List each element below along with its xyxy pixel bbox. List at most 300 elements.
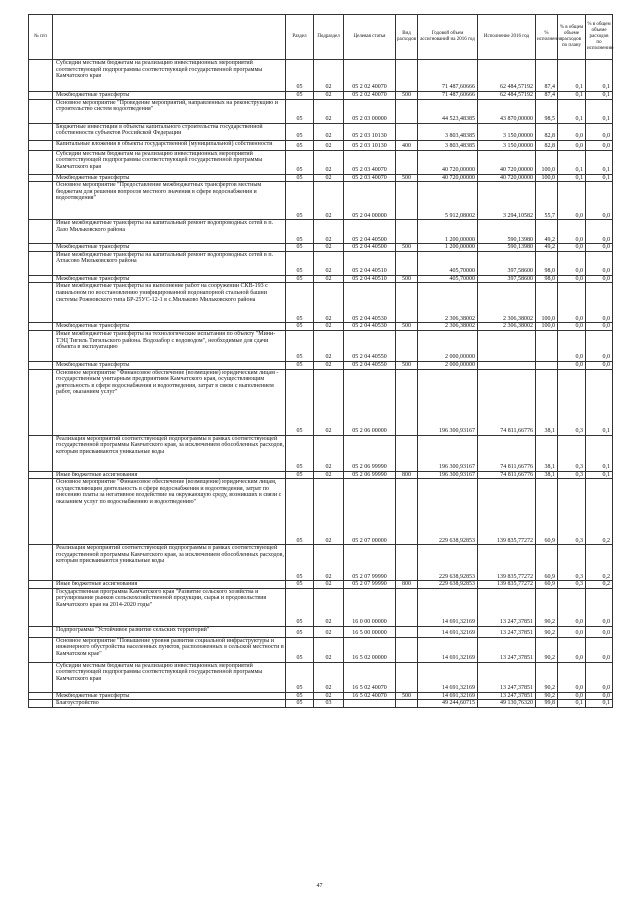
table-row: [29, 150, 613, 174]
cell-razdel: 05: [286, 626, 314, 637]
cell-share-fact: 0,0: [586, 244, 613, 252]
cell-num: [29, 60, 53, 92]
cell-razdel: 05: [286, 662, 314, 692]
cell-share-fact: 0,1: [586, 150, 613, 174]
cell-share-plan: 0,1: [558, 700, 586, 708]
cell-share-fact: 0,0: [586, 283, 613, 323]
cell-podrazdel: 02: [314, 692, 344, 700]
cell-expense-type: [396, 435, 418, 471]
cell-num: [29, 275, 53, 283]
cell-podrazdel: 02: [314, 182, 344, 220]
cell-share-plan: 0,1: [558, 60, 586, 92]
cell-expense-type: [396, 182, 418, 220]
table-row: [29, 323, 613, 331]
table-row: [29, 692, 613, 700]
table-row: [29, 140, 613, 150]
header-num: № п/п: [29, 15, 53, 60]
cell-share-plan: 0,0: [558, 251, 586, 275]
cell-name: Основное мероприятие "Предоставление межбюджетных трансфертов местным бюджетам для решения вопросов местного значения в сфере водоснабжения и водоотведения": [53, 182, 286, 220]
cell-share-fact: 0,0: [586, 123, 613, 140]
table-row: [29, 99, 613, 123]
cell-razdel: 05: [286, 244, 314, 252]
table-row: [29, 92, 613, 100]
header-share-fact: % в общем объеме расходов по исполнению: [586, 15, 613, 60]
cell-share-plan: 0,1: [558, 174, 586, 182]
cell-execution-percent: 60,9: [536, 479, 558, 545]
cell-target-article: 05 2 06 99990: [344, 435, 396, 471]
cell-execution-percent: 90,2: [536, 626, 558, 637]
cell-expense-type: [396, 220, 418, 244]
cell-num: [29, 545, 53, 581]
cell-execution-percent: 90,2: [536, 588, 558, 626]
cell-razdel: 05: [286, 479, 314, 545]
cell-target-article: 05 2 03 00000: [344, 99, 396, 123]
table-header-row: [29, 15, 613, 60]
cell-execution-percent: [536, 330, 558, 361]
table-row: [29, 435, 613, 471]
cell-razdel: 05: [286, 692, 314, 700]
cell-podrazdel: 03: [314, 700, 344, 708]
cell-execution-percent: 38,1: [536, 471, 558, 479]
cell-share-plan: 0,1: [558, 92, 586, 100]
cell-execution: 13 247,37851: [478, 588, 536, 626]
table-row: [29, 60, 613, 92]
cell-num: [29, 361, 53, 369]
cell-share-fact: 0,0: [586, 323, 613, 331]
table-row: [29, 545, 613, 581]
cell-share-plan: 0,0: [558, 626, 586, 637]
table-row: [29, 220, 613, 244]
cell-razdel: 05: [286, 700, 314, 708]
cell-num: [29, 244, 53, 252]
cell-target-article: 05 2 03 40070: [344, 174, 396, 182]
budget-execution-table: [28, 14, 613, 708]
cell-target-article: 05 2 03 10130: [344, 140, 396, 150]
cell-razdel: 05: [286, 220, 314, 244]
cell-share-fact: 0,1: [586, 369, 613, 435]
cell-execution: 40 720,00000: [478, 150, 536, 174]
cell-podrazdel: 02: [314, 99, 344, 123]
table-row: [29, 361, 613, 369]
table-row: [29, 182, 613, 220]
cell-execution: 74 811,66776: [478, 369, 536, 435]
cell-share-plan: 0,3: [558, 369, 586, 435]
cell-execution: 13 247,37851: [478, 662, 536, 692]
cell-annual-plan: 14 691,32169: [418, 662, 478, 692]
cell-name: Межбюджетные трансферты: [53, 275, 286, 283]
cell-name: Основное мероприятие "Проведение мероприятий, направленных на реконструкцию и строительство систем водоотведения": [53, 99, 286, 123]
cell-execution: 2 306,38002: [478, 283, 536, 323]
cell-execution-percent: 99,8: [536, 700, 558, 708]
cell-name: Иные межбюджетные трансферты на капитальный ремонт водопроводных сетей в п. Атласово Мильковского района: [53, 251, 286, 275]
cell-expense-type: 500: [396, 92, 418, 100]
cell-share-plan: 0,0: [558, 244, 586, 252]
cell-execution: 590,13980: [478, 220, 536, 244]
table-row: [29, 626, 613, 637]
cell-num: [29, 330, 53, 361]
header-execution-percent: % исполнения: [536, 15, 558, 60]
cell-razdel: 05: [286, 637, 314, 662]
cell-share-fact: 0,2: [586, 545, 613, 581]
cell-target-article: 05 2 07 99990: [344, 581, 396, 589]
cell-execution-percent: 87,4: [536, 92, 558, 100]
cell-execution: 2 306,38002: [478, 323, 536, 331]
cell-share-fact: 0,1: [586, 700, 613, 708]
cell-podrazdel: 02: [314, 60, 344, 92]
cell-podrazdel: 02: [314, 626, 344, 637]
cell-razdel: 05: [286, 92, 314, 100]
cell-target-article: 05 2 03 10130: [344, 123, 396, 140]
table-row: [29, 369, 613, 435]
table-row: [29, 588, 613, 626]
table-row: [29, 174, 613, 182]
table-row: [29, 283, 613, 323]
cell-execution-percent: 98,0: [536, 275, 558, 283]
table-row: [29, 275, 613, 283]
cell-execution: 3 294,10582: [478, 182, 536, 220]
cell-num: [29, 662, 53, 692]
cell-name: Реализация мероприятий соответствующей подпрограммы в рамках соответствующей государственной программы Камчатского края, за исключением обособленных расходов, которым присваиваются уникальные коды: [53, 545, 286, 581]
cell-podrazdel: 02: [314, 275, 344, 283]
cell-podrazdel: 02: [314, 123, 344, 140]
cell-num: [29, 182, 53, 220]
header-podrazdel: Подраздел: [314, 15, 344, 60]
cell-razdel: 05: [286, 330, 314, 361]
cell-execution: 49 130,76320: [478, 700, 536, 708]
cell-execution-percent: [536, 361, 558, 369]
cell-podrazdel: 02: [314, 150, 344, 174]
cell-name: Субсидии местным бюджетам на реализацию инвестиционных мероприятий соответствующей подпрограммы соответствующей государственной программы Камчатского края: [53, 60, 286, 92]
cell-annual-plan: 229 638,92853: [418, 479, 478, 545]
cell-expense-type: [396, 99, 418, 123]
cell-target-article: 05 2 06 99990: [344, 471, 396, 479]
cell-razdel: 05: [286, 361, 314, 369]
cell-execution: 590,13980: [478, 244, 536, 252]
cell-share-plan: 0,3: [558, 435, 586, 471]
page-number: 47: [316, 883, 323, 889]
cell-target-article: 05 2 04 40550: [344, 361, 396, 369]
cell-execution: [478, 361, 536, 369]
cell-execution: 62 484,57192: [478, 60, 536, 92]
cell-share-fact: 0,0: [586, 361, 613, 369]
cell-podrazdel: 02: [314, 244, 344, 252]
cell-share-plan: 0,0: [558, 637, 586, 662]
cell-share-fact: 0,0: [586, 692, 613, 700]
cell-share-plan: 0,0: [558, 361, 586, 369]
cell-target-article: 16 5 02 40070: [344, 692, 396, 700]
cell-podrazdel: 02: [314, 140, 344, 150]
cell-razdel: 05: [286, 588, 314, 626]
header-name: [53, 15, 286, 60]
cell-execution: 74 811,66776: [478, 435, 536, 471]
cell-share-fact: 0,0: [586, 588, 613, 626]
cell-target-article: 05 2 07 99990: [344, 545, 396, 581]
cell-share-fact: 0,1: [586, 99, 613, 123]
cell-execution-percent: 87,4: [536, 60, 558, 92]
cell-target-article: 05 2 06 00000: [344, 369, 396, 435]
cell-annual-plan: 14 691,32169: [418, 588, 478, 626]
cell-execution: 43 870,00000: [478, 99, 536, 123]
cell-target-article: 05 2 04 40550: [344, 330, 396, 361]
cell-share-fact: 0,2: [586, 581, 613, 589]
cell-podrazdel: 02: [314, 323, 344, 331]
cell-num: [29, 323, 53, 331]
cell-name: Основное мероприятие "Повышение уровня развития социальной инфраструктуры и инженерного обустройства населенных пунктов, расположенных в сельской местности в Камчатском крае": [53, 637, 286, 662]
cell-razdel: 05: [286, 275, 314, 283]
cell-share-plan: 0,1: [558, 99, 586, 123]
cell-share-plan: 0,0: [558, 330, 586, 361]
cell-num: [29, 435, 53, 471]
cell-annual-plan: 44 523,48385: [418, 99, 478, 123]
cell-expense-type: [396, 123, 418, 140]
cell-name: Реализация мероприятий соответствующей подпрограммы в рамках соответствующей государственной программы Камчатского края, за исключением обособленных расходов, которым присваиваются уникальные коды: [53, 435, 286, 471]
cell-share-plan: 0,0: [558, 323, 586, 331]
cell-execution: 397,58600: [478, 251, 536, 275]
cell-expense-type: 500: [396, 275, 418, 283]
cell-execution: 139 835,77272: [478, 545, 536, 581]
cell-execution: 139 835,77272: [478, 479, 536, 545]
cell-name: Основное мероприятие "Финансовое обеспечение (возмещение) юридическим лицам, осуществляющим деятельность в сфере водоснабжения и водоотведения, затрат по внесению платы за негативное воздействие на окружающую среду, возникших в связи с оказанием услуг по водоснабжению и водоотведению": [53, 479, 286, 545]
cell-name: Иные межбюджетные трансферты на технологические испытания по объекту "Мини-ТЭЦ Тигиль Тигильского района. Водозабор с водоводом", необходимые для сдачи объекта в эксплуатацию: [53, 330, 286, 361]
cell-name: Межбюджетные трансферты: [53, 92, 286, 100]
cell-share-plan: 0,0: [558, 588, 586, 626]
cell-share-plan: 0,0: [558, 692, 586, 700]
cell-annual-plan: 2 306,38002: [418, 283, 478, 323]
cell-execution: 13 247,37851: [478, 637, 536, 662]
cell-share-fact: 0,0: [586, 662, 613, 692]
cell-annual-plan: 2 000,00000: [418, 330, 478, 361]
cell-annual-plan: 405,70000: [418, 275, 478, 283]
cell-podrazdel: 02: [314, 174, 344, 182]
cell-expense-type: 500: [396, 323, 418, 331]
cell-expense-type: 500: [396, 361, 418, 369]
table-row: [29, 244, 613, 252]
cell-podrazdel: 02: [314, 581, 344, 589]
cell-share-plan: 0,1: [558, 150, 586, 174]
cell-annual-plan: 229 638,92853: [418, 581, 478, 589]
cell-razdel: 05: [286, 150, 314, 174]
cell-razdel: 05: [286, 283, 314, 323]
cell-target-article: 16 5 00 00000: [344, 626, 396, 637]
cell-num: [29, 283, 53, 323]
cell-expense-type: [396, 369, 418, 435]
cell-annual-plan: 3 803,48385: [418, 123, 478, 140]
cell-num: [29, 174, 53, 182]
table-row: [29, 581, 613, 589]
cell-num: [29, 99, 53, 123]
cell-expense-type: [396, 479, 418, 545]
cell-annual-plan: 40 720,00000: [418, 174, 478, 182]
cell-annual-plan: 2 000,00000: [418, 361, 478, 369]
cell-target-article: 05 2 04 40530: [344, 283, 396, 323]
cell-num: [29, 581, 53, 589]
cell-name: Бюджетные инвестиции в объекты капитального строительства государственной собственности субъектов Российской Федерации: [53, 123, 286, 140]
cell-expense-type: 500: [396, 244, 418, 252]
cell-share-plan: 0,3: [558, 471, 586, 479]
cell-annual-plan: 49 244,60715: [418, 700, 478, 708]
cell-target-article: 05 2 04 40500: [344, 220, 396, 244]
cell-expense-type: [396, 700, 418, 708]
table-row: [29, 700, 613, 708]
cell-target-article: 05 2 02 40070: [344, 60, 396, 92]
cell-podrazdel: 02: [314, 545, 344, 581]
table-row: [29, 471, 613, 479]
cell-name: Межбюджетные трансферты: [53, 323, 286, 331]
cell-name: Основное мероприятие "Финансовое обеспечение (возмещение) юридическим лицам - государственным унитарным предприятиям Камчатского края, осуществляющим деятельность в сфере водоснабжения и водоотведения, затрат в связи с выполнением работ, оказанием услуг": [53, 369, 286, 435]
cell-num: [29, 692, 53, 700]
cell-execution-percent: 100,0: [536, 283, 558, 323]
cell-annual-plan: 405,70000: [418, 251, 478, 275]
cell-share-fact: 0,2: [586, 479, 613, 545]
cell-share-fact: 0,1: [586, 60, 613, 92]
cell-annual-plan: 14 691,32169: [418, 626, 478, 637]
cell-name: Субсидии местным бюджетам на реализацию инвестиционных мероприятий соответствующей подпрограммы соответствующей государственной программы Камчатского края: [53, 662, 286, 692]
cell-podrazdel: 02: [314, 662, 344, 692]
cell-podrazdel: 02: [314, 220, 344, 244]
cell-share-plan: 0,0: [558, 662, 586, 692]
cell-name: Иные межбюджетные трансферты на выполнение работ на сооружении СКВ-193 с павильоном по восстановлению унифицированной водонапорной стальной башни системы Рожновского типа БР-25УС-12-1 в с.Мильково Мильковского района: [53, 283, 286, 323]
cell-expense-type: [396, 251, 418, 275]
cell-razdel: 05: [286, 545, 314, 581]
cell-annual-plan: 2 306,38002: [418, 323, 478, 331]
cell-annual-plan: 1 200,00000: [418, 220, 478, 244]
cell-num: [29, 92, 53, 100]
cell-razdel: 05: [286, 123, 314, 140]
cell-expense-type: 800: [396, 581, 418, 589]
cell-num: [29, 140, 53, 150]
cell-target-article: 05 2 04 40510: [344, 251, 396, 275]
cell-execution: 3 150,00000: [478, 123, 536, 140]
cell-share-fact: 0,0: [586, 330, 613, 361]
cell-annual-plan: 196 300,93167: [418, 369, 478, 435]
cell-annual-plan: 40 720,00000: [418, 150, 478, 174]
cell-num: [29, 626, 53, 637]
cell-share-fact: 0,0: [586, 220, 613, 244]
cell-annual-plan: 229 638,92853: [418, 545, 478, 581]
cell-annual-plan: 14 691,32169: [418, 692, 478, 700]
cell-share-plan: 0,0: [558, 123, 586, 140]
cell-num: [29, 700, 53, 708]
cell-expense-type: [396, 150, 418, 174]
cell-execution-percent: 60,9: [536, 581, 558, 589]
cell-share-fact: 0,0: [586, 626, 613, 637]
cell-podrazdel: 02: [314, 330, 344, 361]
cell-execution-percent: 38,1: [536, 369, 558, 435]
table-row: [29, 251, 613, 275]
cell-razdel: 05: [286, 174, 314, 182]
cell-podrazdel: 02: [314, 435, 344, 471]
header-share-plan: % в общем объеме расходов по плану: [558, 15, 586, 60]
cell-num: [29, 471, 53, 479]
cell-num: [29, 479, 53, 545]
cell-expense-type: [396, 626, 418, 637]
cell-share-plan: 0,0: [558, 140, 586, 150]
cell-expense-type: [396, 330, 418, 361]
header-razdel: Раздел: [286, 15, 314, 60]
cell-expense-type: [396, 637, 418, 662]
cell-num: [29, 251, 53, 275]
cell-share-fact: 0,1: [586, 471, 613, 479]
header-annual-plan: Годовой объем ассигнований на 2016 год: [418, 15, 478, 60]
header-target-article: Целевая статья: [344, 15, 396, 60]
cell-expense-type: 400: [396, 140, 418, 150]
cell-razdel: 05: [286, 99, 314, 123]
cell-execution-percent: 38,1: [536, 435, 558, 471]
cell-num: [29, 220, 53, 244]
cell-razdel: 05: [286, 369, 314, 435]
cell-expense-type: 500: [396, 692, 418, 700]
cell-razdel: 05: [286, 471, 314, 479]
cell-target-article: 05 2 04 40510: [344, 275, 396, 283]
cell-share-plan: 0,3: [558, 479, 586, 545]
cell-name: Межбюджетные трансферты: [53, 692, 286, 700]
cell-num: [29, 588, 53, 626]
cell-razdel: 05: [286, 251, 314, 275]
cell-execution-percent: 82,8: [536, 140, 558, 150]
cell-annual-plan: 196 300,93167: [418, 435, 478, 471]
cell-execution-percent: 55,7: [536, 182, 558, 220]
cell-execution: 139 835,77272: [478, 581, 536, 589]
cell-expense-type: [396, 283, 418, 323]
cell-share-plan: 0,3: [558, 545, 586, 581]
cell-podrazdel: 02: [314, 471, 344, 479]
cell-execution: 40 720,00000: [478, 174, 536, 182]
cell-razdel: 05: [286, 60, 314, 92]
cell-annual-plan: 14 691,32169: [418, 637, 478, 662]
cell-expense-type: [396, 588, 418, 626]
cell-podrazdel: 02: [314, 361, 344, 369]
cell-name: Межбюджетные трансферты: [53, 244, 286, 252]
table-row: [29, 662, 613, 692]
cell-podrazdel: 02: [314, 369, 344, 435]
table-row: [29, 637, 613, 662]
cell-execution-percent: 82,8: [536, 123, 558, 140]
header-expense-type: Вид расходов: [396, 15, 418, 60]
cell-num: [29, 369, 53, 435]
cell-target-article: 05 2 02 40070: [344, 92, 396, 100]
cell-execution: 3 150,00000: [478, 140, 536, 150]
cell-podrazdel: 02: [314, 251, 344, 275]
cell-share-plan: 0,0: [558, 275, 586, 283]
cell-execution: 397,58600: [478, 275, 536, 283]
cell-execution: [478, 330, 536, 361]
cell-name: Капитальные вложения в объекты государственной (муниципальной) собственности: [53, 140, 286, 150]
cell-execution-percent: 98,5: [536, 99, 558, 123]
cell-name: Иные межбюджетные трансферты на капитальный ремонт водопроводных сетей в п. Лазо Мильковского района: [53, 220, 286, 244]
cell-share-fact: 0,1: [586, 435, 613, 471]
cell-annual-plan: 196 300,93167: [418, 471, 478, 479]
header-execution: Исполнение 2016 год: [478, 15, 536, 60]
cell-name: Государственная программа Камчатского края "Развитие сельского хозяйства и регулирование рынков сельскохозяйственной продукции, сырья и продовольствия Камчатского края на 2014-2020 годы": [53, 588, 286, 626]
cell-target-article: 05 2 04 40530: [344, 323, 396, 331]
cell-name: Иные бюджетные ассигнования: [53, 471, 286, 479]
cell-podrazdel: 02: [314, 588, 344, 626]
table-row: [29, 330, 613, 361]
cell-annual-plan: 5 912,08002: [418, 182, 478, 220]
cell-podrazdel: 02: [314, 92, 344, 100]
cell-razdel: 05: [286, 323, 314, 331]
cell-execution-percent: 98,0: [536, 251, 558, 275]
cell-name: Межбюджетные трансферты: [53, 174, 286, 182]
cell-execution-percent: 60,9: [536, 545, 558, 581]
cell-annual-plan: 71 487,60666: [418, 92, 478, 100]
cell-execution-percent: 90,2: [536, 637, 558, 662]
cell-execution-percent: 90,2: [536, 692, 558, 700]
cell-num: [29, 123, 53, 140]
cell-annual-plan: 1 200,00000: [418, 244, 478, 252]
cell-share-fact: 0,1: [586, 174, 613, 182]
cell-share-plan: 0,0: [558, 220, 586, 244]
